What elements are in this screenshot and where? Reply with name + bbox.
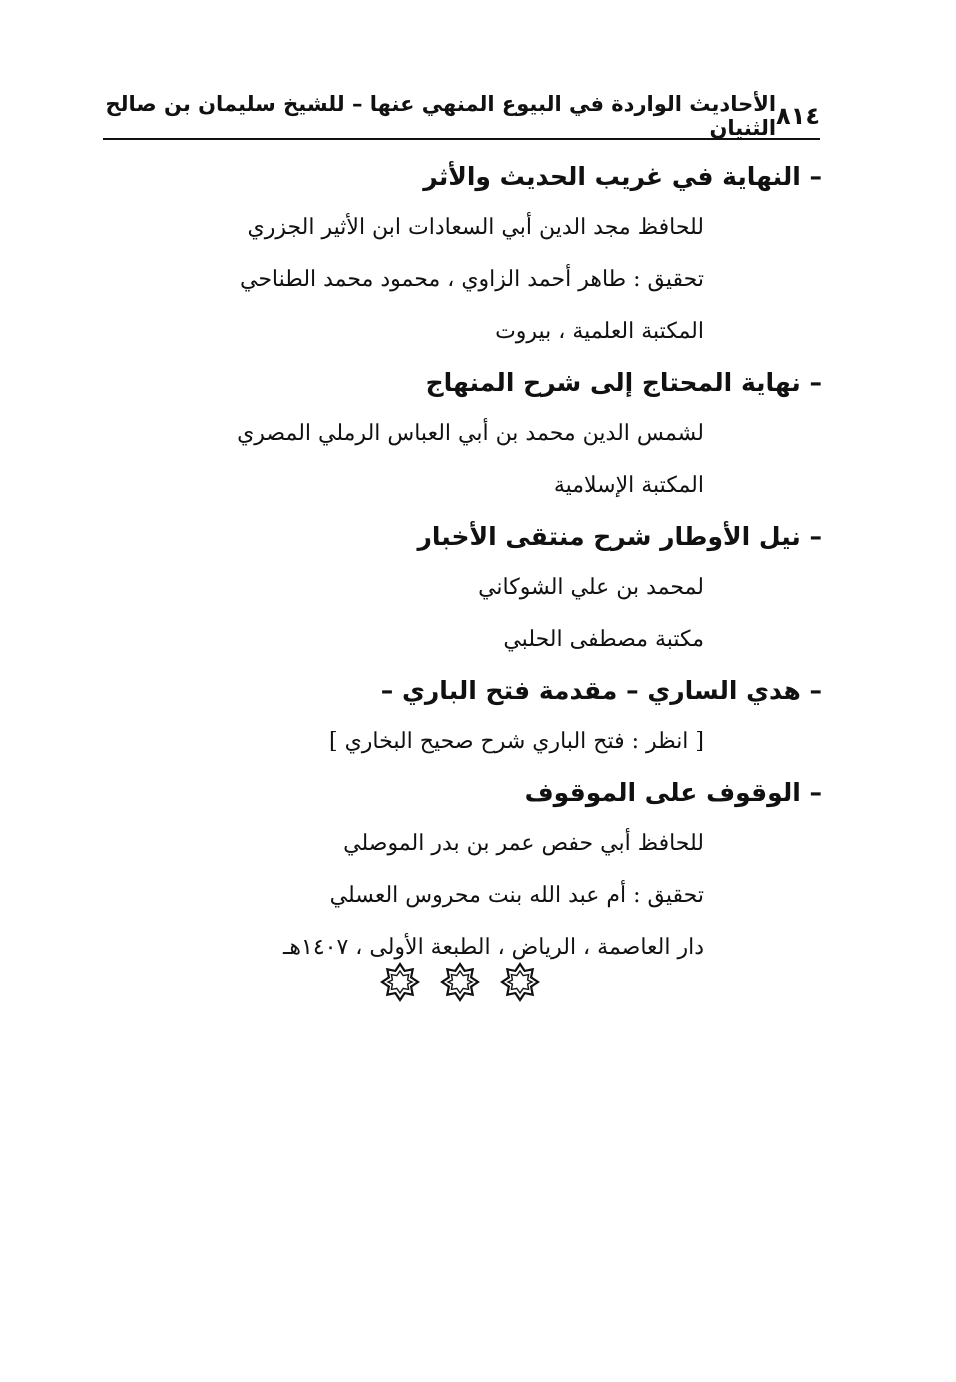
entry-editor: تحقيق : أم عبد الله بنت محروس العسلي <box>329 883 704 908</box>
entry-publisher: المكتبة الإسلامية <box>553 473 704 498</box>
entry-author: للحافظ أبي حفص عمر بن بدر الموصلي <box>343 831 704 856</box>
running-header <box>103 92 820 140</box>
section-end-ornaments <box>380 962 540 1002</box>
entry-author: لشمس الدين محمد بن أبي العباس الرملي المصري <box>237 421 704 446</box>
bibliography-entry <box>202 666 822 768</box>
entry-title: – نيل الأوطار شرح منتقى الأخبار <box>417 522 822 551</box>
running-title: الأحاديث الواردة في البيوع المنهي عنها – للشيخ سليمان بن صالح الثنيان <box>105 92 777 140</box>
bibliography-entry <box>202 152 822 358</box>
star-ornament-icon <box>380 962 420 1002</box>
header-divider <box>103 138 820 140</box>
page-number: ٨١٤ <box>776 102 820 130</box>
entry-title: – نهاية المحتاج إلى شرح المنهاج <box>425 368 822 397</box>
star-ornament-icon <box>500 962 540 1002</box>
bibliography-entry <box>202 358 822 512</box>
bibliography-entry <box>202 768 822 974</box>
entry-publisher: دار العاصمة ، الرياض ، الطبعة الأولى ، ١٤٠٧هـ <box>282 935 704 960</box>
entry-publisher: مكتبة مصطفى الحلبي <box>503 627 704 652</box>
entry-editor: تحقيق : طاهر أحمد الزاوي ، محمود محمد الطناحي <box>240 267 704 292</box>
entry-author: للحافظ مجد الدين أبي السعادات ابن الأثير الجزري <box>247 215 704 240</box>
bibliography-entry <box>202 512 822 666</box>
entry-title: – الوقوف على الموقوف <box>524 778 822 807</box>
entry-publisher: المكتبة العلمية ، بيروت <box>495 319 704 344</box>
entry-cross-reference: [ انظر : فتح الباري شرح صحيح البخاري ] <box>329 729 704 754</box>
entry-title: – النهاية في غريب الحديث والأثر <box>423 162 822 191</box>
star-ornament-icon <box>440 962 480 1002</box>
entry-author: لمحمد بن علي الشوكاني <box>478 575 704 600</box>
entry-title: – هدي الساري – مقدمة فتح الباري – <box>380 676 822 705</box>
bibliography-list <box>202 152 822 974</box>
